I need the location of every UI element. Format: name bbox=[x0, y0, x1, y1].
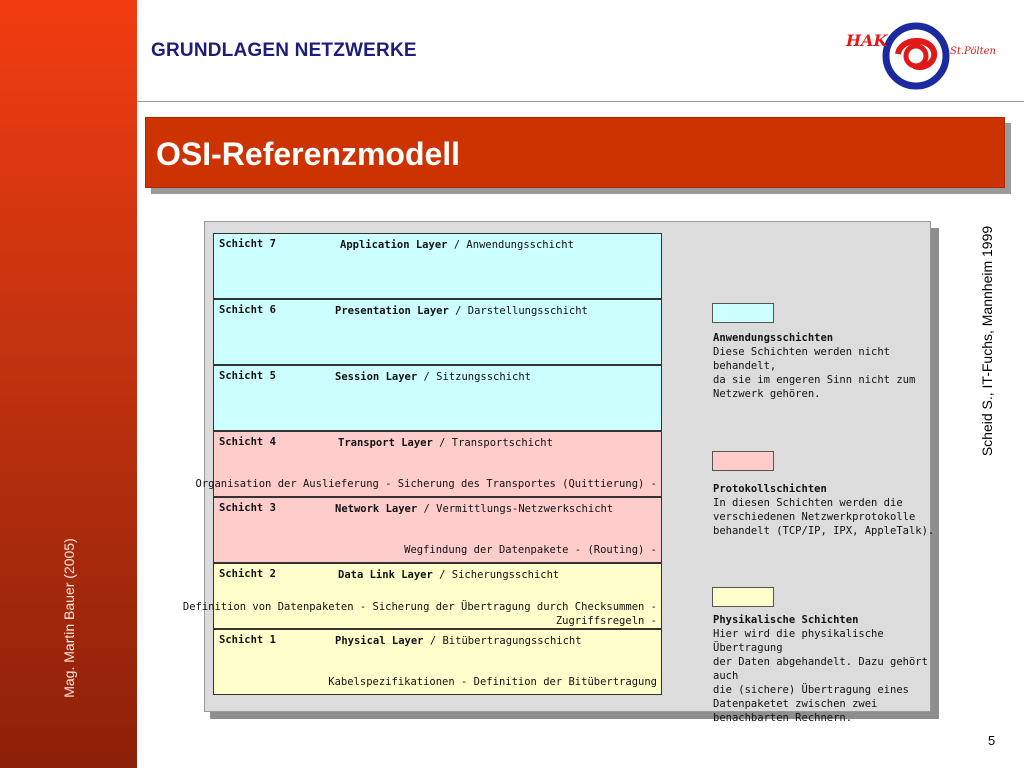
logo-text-left: HAK bbox=[846, 31, 888, 50]
layer-description: Wegfindung der Datenpakete - (Routing) - bbox=[404, 544, 657, 556]
osi-layer-4 bbox=[195, 431, 662, 497]
layer-number: Schicht 5 bbox=[219, 370, 276, 382]
layer-description: Definition von Datenpaketen - Sicherung der Übertragung durch Checksummen - bbox=[182, 601, 657, 613]
layer-name: Data Link Layer / Sicherungsschicht bbox=[338, 569, 560, 581]
layer-description: Kabelspezifikationen - Definition der Bitübertragung bbox=[328, 676, 657, 688]
header-divider bbox=[137, 101, 1024, 102]
legend-swatch-cyan bbox=[712, 303, 774, 323]
layer-number: Schicht 4 bbox=[219, 436, 276, 448]
slide-title: OSI-Referenzmodell bbox=[156, 136, 461, 172]
layer-number: Schicht 1 bbox=[219, 634, 276, 646]
osi-layer-6 bbox=[213, 299, 662, 365]
layer-name: Network Layer / Vermittlungs-Netzwerkschicht bbox=[335, 503, 614, 515]
legend-physical: Physikalische Schichten Hier wird die physikalische Übertragung der Daten abgehandelt. Dazu gehört auch die (sichere) Übertragung eines Datenpaketet zwischen zwei benachbarten Rechnern. bbox=[713, 614, 928, 724]
author-credit: Mag. Martin Bauer (2005) bbox=[61, 538, 77, 698]
header-title: GRUNDLAGEN NETZWERKE bbox=[151, 40, 417, 61]
layer-number: Schicht 2 bbox=[219, 568, 276, 580]
logo-text-right: St.Pölten bbox=[950, 46, 996, 57]
layer-number: Schicht 6 bbox=[219, 304, 276, 316]
legend-swatch-yellow bbox=[712, 587, 774, 607]
osi-layer-2 bbox=[182, 563, 662, 629]
layer-name: Transport Layer / Transportschicht bbox=[338, 437, 553, 449]
osi-layer-3 bbox=[213, 497, 662, 563]
layer-name: Presentation Layer / Darstellungsschicht bbox=[335, 305, 588, 317]
school-logo bbox=[838, 16, 998, 96]
source-citation: Scheid S., IT-Fuchs, Mannheim 1999 bbox=[979, 225, 995, 457]
layer-name: Physical Layer / Bitübertragungsschicht bbox=[335, 635, 582, 647]
page-number: 5 bbox=[988, 733, 996, 748]
legend-swatch-pink bbox=[712, 451, 774, 471]
layer-name: Application Layer / Anwendungsschicht bbox=[340, 239, 574, 251]
layer-number: Schicht 3 bbox=[219, 502, 276, 514]
layer-description: Zugriffsregeln - bbox=[555, 615, 657, 627]
osi-layer-7 bbox=[213, 233, 662, 299]
osi-layer-1 bbox=[213, 629, 662, 695]
legend-application: Anwendungsschichten Diese Schichten werden nicht behandelt, da sie im engeren Sinn nicht zum Netzwerk gehören. bbox=[713, 332, 916, 400]
osi-layer-5 bbox=[213, 365, 662, 431]
legend-protocol: Protokollschichten In diesen Schichten werden die verschiedenen Netzwerkprotokolle behandelt (TCP/IP, IPX, AppleTalk). bbox=[713, 483, 935, 537]
layer-number: Schicht 7 bbox=[219, 238, 276, 250]
layer-name: Session Layer / Sitzungsschicht bbox=[335, 371, 531, 383]
layer-description: Organisation der Auslieferung - Sicherung des Transportes (Quittierung) - bbox=[195, 478, 657, 490]
